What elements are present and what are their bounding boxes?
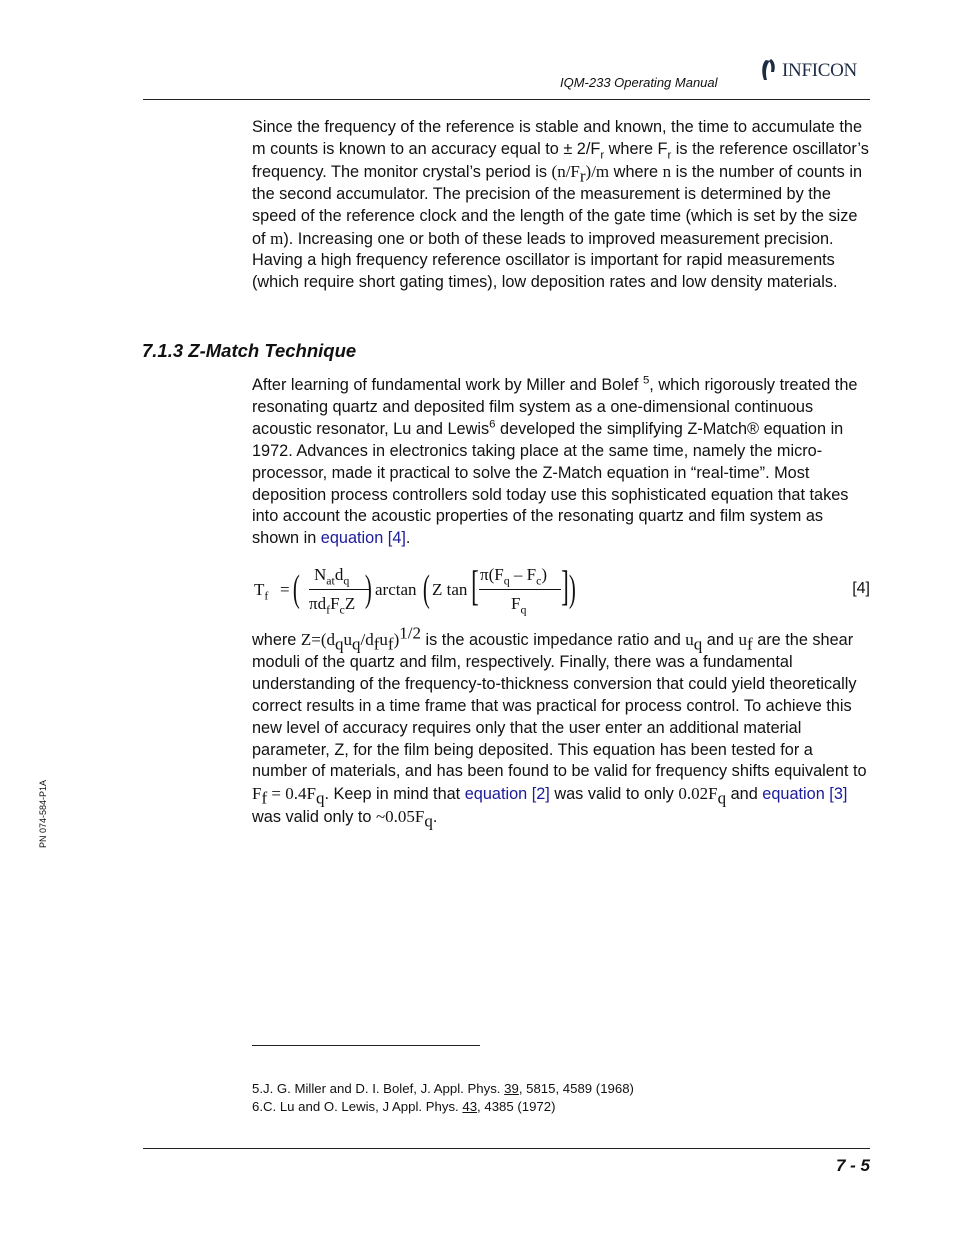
fraction2-bar xyxy=(479,589,561,590)
equation-number: [4] xyxy=(852,580,870,597)
logo-wordmark: INFICON xyxy=(782,60,857,81)
equation-4-link[interactable]: equation [4] xyxy=(320,529,406,548)
paragraph-z-match-history: After learning of fundamental work by Miller and Bolef $^5$, which rigorously treated the resonating quartz and deposited film system as a one-dimensional continuous acoustic resonator, Lu and Lewis$^6$ developed the simplifying Z-Match® equation in 1972. Advances in electronics taking place at the same time, namely the micro-processor, made it practical to solve the Z-Match equation in “real-time”. Most deposition process controllers sold today use this sophisticated equation that takes into account the acoustic properties of the resonating quartz and film system as shown in equation [4]. xyxy=(252,374,858,548)
fraction1-bar xyxy=(309,589,369,590)
equation-2-link[interactable]: equation [2] xyxy=(464,785,550,804)
equation-arctan: arctan xyxy=(375,580,417,599)
footer-rule xyxy=(143,1148,870,1149)
equation-equals: = xyxy=(280,580,290,599)
paragraph-acoustic-impedance: where $Z=(d_qu_q/d_fu_f)^{1/2}$ is the acoustic impedance ratio and $u_q$ and $u_f$ are the shear moduli of the quartz and film, respectively. Finally, there was a fundamental understanding of the frequency-to-thickness conversion that could yield theoretically correct results in a time frame that was practical for process control. To achieve this new level of accuracy requires only that the user enter an additional material parameter, Z, for the film being deposited. This equation has been tested for a number of materials, and has been found to be valid for frequency shifts equivalent to $F_f = 0.4F_q$. Keep in mind that equation [2] was valid to only $0.02F_q$ and equation [3] was valid only to $\sim 0.05F_q$. xyxy=(252,623,867,831)
inficon-logo xyxy=(760,58,875,84)
header-rule xyxy=(143,99,870,100)
paragraph-measurement-precision: Since the frequency of the reference is stable and known, the time to accumulate the m counts is known to an accuracy equal to ± $2/F_r$ where $F_r$ is the reference oscillator’s frequency. The monitor crystal’s period is $(n/F_r)/m$ where n is the number of counts in the second accumulator. The precision of the measurement is determined by the speed of the reference clock and the length of the gate time (which is set by the size of m). Increasing one or both of these leads to improved measurement precision. Having a high frequency reference oscillator is important for rapid measurements (which require short gating times), low deposition rates and low density materials. xyxy=(252,118,869,292)
bracket-left: [ xyxy=(471,564,479,610)
paren-left-2: ( xyxy=(422,568,430,610)
z-match-equation xyxy=(252,562,872,622)
manual-title: IQM-233 Operating Manual xyxy=(560,75,718,90)
equation-lhs: $T_f$ xyxy=(254,580,269,603)
section-heading: 7.1.3 Z-Match Technique xyxy=(142,340,357,361)
paren-right-2: ) xyxy=(568,568,576,610)
page-number: 7 - 5 xyxy=(835,1156,870,1175)
paren-left: ( xyxy=(292,568,300,610)
inficon-logo-icon xyxy=(760,58,780,82)
footnote-6: 6.C. Lu and O. Lewis, J Appl. Phys. 43, 4385 (1972) xyxy=(252,1099,556,1114)
fraction1-denominator: $\pi d_fF_cZ$ xyxy=(309,594,356,617)
fraction1-numerator: $N_{at}d_q$ xyxy=(314,565,350,588)
part-number-side-text: PN 074-584-P1A xyxy=(38,779,48,848)
fraction2-denominator: $F_q$ xyxy=(511,594,527,617)
footnote-5: 5.J. G. Miller and D. I. Bolef, J. Appl. Phys. 39, 5815, 4589 (1968) xyxy=(252,1081,634,1096)
equation-3-link[interactable]: equation [3] xyxy=(762,785,848,804)
footnote-rule xyxy=(252,1045,480,1046)
bracket-right: ] xyxy=(561,564,569,610)
paren-right: ) xyxy=(364,568,372,610)
fraction2-numerator: $\pi(F_q - F_c)$ xyxy=(480,565,548,588)
equation-ztan: Z tan xyxy=(432,580,468,599)
